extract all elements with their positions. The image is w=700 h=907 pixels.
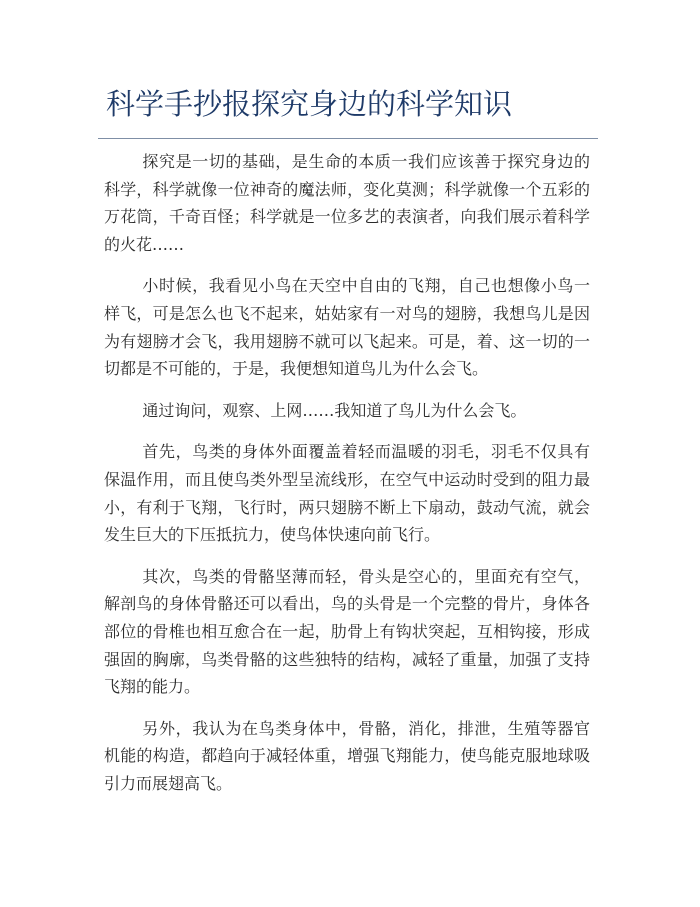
paragraph-inquiry: 通过询问，观察、上网……我知道了鸟儿为什么会飞。 (142, 400, 527, 420)
paragraph-childhood: 小时候，我看见小鸟在天空中自由的飞翔，自己也想像小鸟一样飞，可是怎么也飞不起来，姑姑家有一对鸟的翅膀，我想鸟儿是因为有翅膀才会飞，我用翅膀不就可以飞起来。可是，着、这一切的一切都是不可能的，于是，我便想知道鸟儿为什么会飞。 (104, 276, 590, 379)
document-title: 科学手抄报探究身边的科学知识 (106, 87, 513, 121)
paragraph-organs: 另外，我认为在鸟类身体中，骨骼，消化，排泄，生殖等器官机能的构造，都趋向于减轻体重，增强飞翔能力，使鸟能克服地球吸引力而展翅高飞。 (104, 718, 590, 793)
document-body (104, 148, 590, 811)
paragraph-intro: 探究是一切的基础，是生命的本质一我们应该善于探究身边的科学，科学就像一位神奇的魔法师，变化莫测；科学就像一个五彩的万花筒，千奇百怪；科学就是一位多艺的表演者，向我们展示着科学的火花…… (104, 152, 590, 254)
title-divider (98, 138, 598, 139)
paragraph-skeleton: 其次，鸟类的骨骼坚薄而轻，骨头是空心的，里面充有空气，解剖鸟的身体骨骼还可以看出，鸟的头骨是一个完整的骨片，身体各部位的骨椎也相互愈合在一起，肋骨上有钩状突起，互相钩接，形成强固的胸廓，鸟类骨骼的这些独特的结构，减轻了重量，加强了支持飞翔的能力。 (104, 566, 590, 697)
paragraph-feathers: 首先，鸟类的身体外面覆盖着轻而温暖的羽毛，羽毛不仅具有保温作用，而且使鸟类外型呈流线形，在空气中运动时受到的阻力最小，有利于飞翔，飞行时，两只翅膀不断上下扇动，鼓动气流，就会发生巨大的下压抵抗力，使鸟体快速向前飞行。 (104, 442, 590, 545)
